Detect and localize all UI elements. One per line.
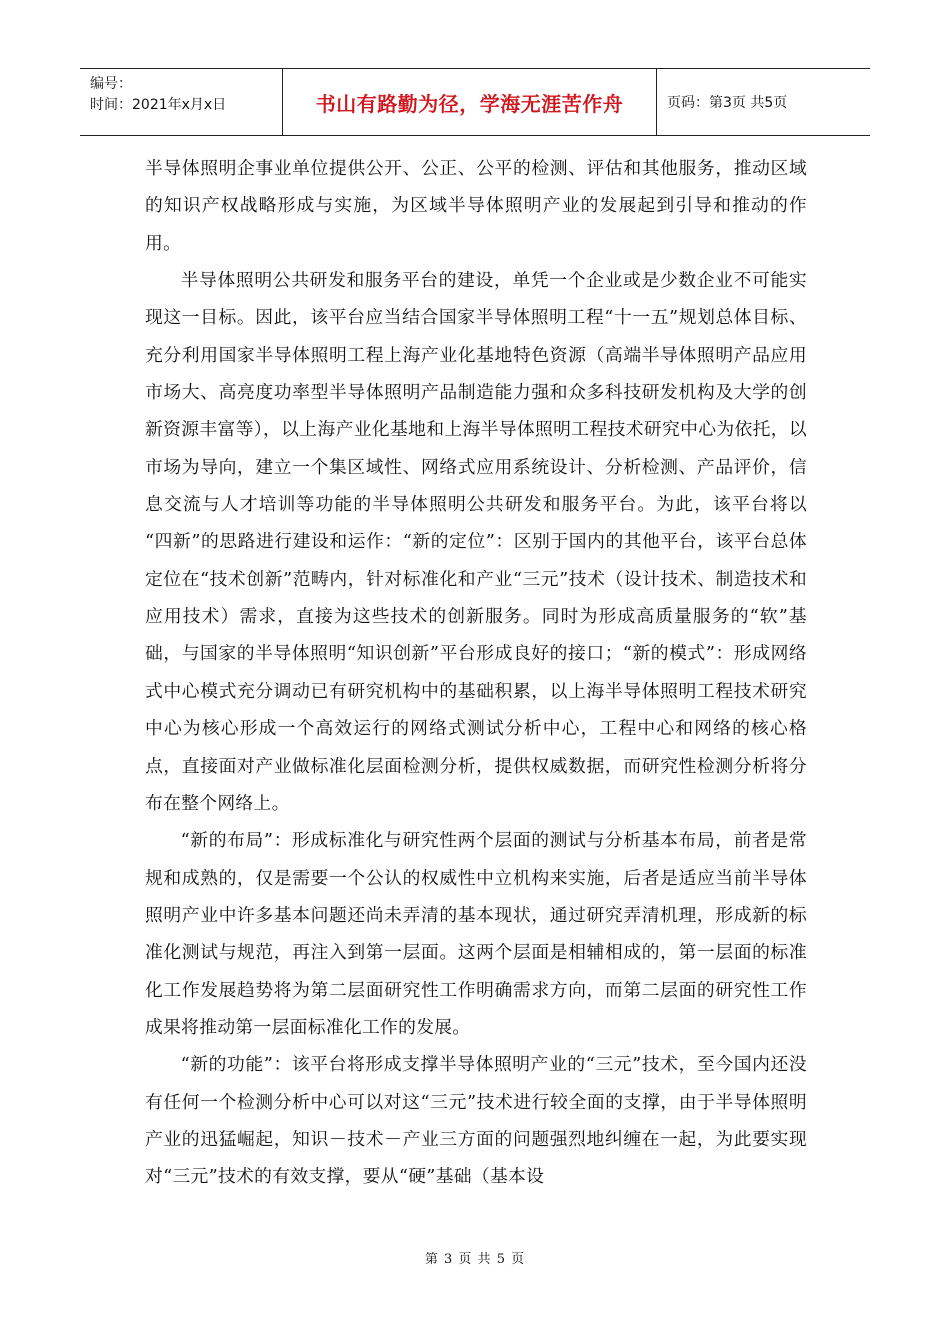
header-page-label: 页码：第3页 共5页 <box>667 95 788 111</box>
footer-page-number: 第 3 页 共 5 页 <box>424 1252 526 1267</box>
paragraph-new-function: “新的功能”：该平台将形成支撑半导体照明产业的“三元”技术，至今国内还没有任何一个检测分析中心可以对这“三元”技术进行较全面的支撑，由于半导体照明产业的迅猛崛起，知识－技术－产业三方面的问题强烈地纠缠在一起，为此要实现对“三元”技术的有效支撑，要从“硬”基础（基本设 <box>145 1054 807 1188</box>
document-time-label: 时间：2021年x月x日 <box>90 97 227 113</box>
header-page-cell <box>657 69 870 135</box>
paragraph-platform-construction: 半导体照明公共研发和服务平台的建设，单凭一个企业或是少数企业不可能实现这一目标。因此，该平台应当结合国家半导体照明工程“十一五”规划总体目标、充分利用国家半导体照明工程上海产业化基地特色资源（高端半导体照明产品应用市场大、高亮度功率型半导体照明产品制造能力强和众多科技研发机构及大学的创新资源丰富等），以上海产业化基地和上海半导体照明工程技术研究中心为依托，以市场为导向，建立一个集区域性、网络式应用系统设计、分析检测、产品评价，信息交流与人才培训等功能的半导体照明公共研发和服务平台。为此，该平台将以 “四新”的思路进行建设和运作：“新的定位”：区别于国内的其他平台，该平台总体定位在“技术创新”范畴内，针对标准化和产业“三元”技术（设计技术、制造技术和应用技术）需求，直接为这些技术的创新服务。同时为形成高质量服务的“软”基础，与国家的半导体照明“知识创新”平台形成良好的接口；“新的模式”：形成网络式中心模式充分调动已有研究机构中的基础积累，以上海半导体照明工程技术研究中心为核心形成一个高效运行的网络式测试分析中心，工程中心和网络的核心格点，直接面对产业做标准化层面检测分析，提供权威数据，而研究性检测分析将分布在整个网络上。 <box>145 270 807 814</box>
page-header <box>80 68 870 136</box>
header-motto: 书山有路勤为径，学海无涯苦作舟 <box>315 91 624 116</box>
header-motto-cell <box>282 69 657 135</box>
paragraph-continued: 半导体照明企事业单位提供公开、公正、公平的检测、评估和其他服务，推动区域的知识产权战略形成与实施，为区域半导体照明产业的发展起到引导和推动的作用。 <box>145 158 807 254</box>
header-meta <box>80 69 282 135</box>
paragraph-new-layout: “新的布局”：形成标准化与研究性两个层面的测试与分析基本布局，前者是常规和成熟的，仅是需要一个公认的权威性中立机构来实施，后者是适应当前半导体照明产业中许多基本问题还尚未弄清的基本现状，通过研究弄清机理，形成新的标准化测试与规范，再注入到第一层面。这两个层面是相辅相成的，第一层面的标准化工作发展趋势将为第二层面研究性工作明确需求方向，而第二层面的研究性工作成果将推动第一层面标准化工作的发展。 <box>145 830 807 1038</box>
document-number-label: 编号： <box>90 76 132 92</box>
page-footer <box>0 1248 950 1267</box>
document-body <box>145 150 807 1196</box>
